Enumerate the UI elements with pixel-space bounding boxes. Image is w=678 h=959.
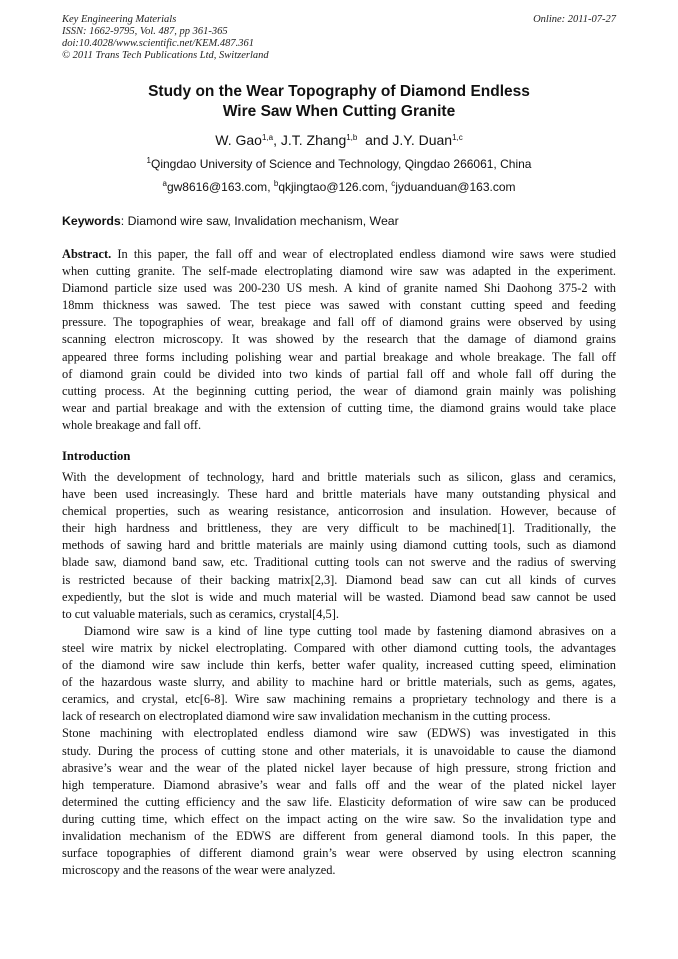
paragraph-line: invalidation mechanism of the EDWS are different from general diamond tools. In this paper, the: [62, 828, 616, 843]
abstract-line: appeared three forms including polishing wear and partial breakage and whole breakage. The fall off: [62, 349, 616, 364]
paragraph-line: of the hazardous waste slurry, and ability to machine hard or brittle materials, such as gems, agates,: [62, 675, 616, 690]
abstract-line: scanning electron microscopy. It was showed by the research that the damage of diamond grains: [62, 332, 616, 347]
paragraph-line: determined the cutting efficiency and the saw life. Elasticity deformation of wire saw can be produced: [62, 794, 616, 809]
paragraph-line: chemical properties, such as wearing resistance, anticorrosion and insulation. However, because of: [62, 504, 616, 519]
title-line-1: Study on the Wear Topography of Diamond Endless: [148, 83, 530, 100]
email-address: jyduanduan@163.com: [395, 180, 516, 194]
abstract-line: pressure. The topographies of wear, breakage and fall off of diamond grains were observed by using: [62, 315, 616, 330]
author-name: W. Gao: [215, 132, 262, 148]
paragraph-line: steel wire matrix by nickel electroplating. Compared with other diamond cutting tools, the advantages: [62, 640, 616, 655]
paragraph-line: abrasive’s wear and the wear of the plated nickel layer because of high pressure, strong friction and: [62, 760, 616, 775]
paragraph-line: expediently, but the slot is wide and much material will be wasted. Diamond bead saw cannot be used: [62, 589, 616, 604]
abstract-line: whole breakage and fall off.: [62, 417, 202, 432]
issn-line: ISSN: 1662-9795, Vol. 487, pp 361-365: [62, 26, 228, 37]
abstract-line: Diamond particle size used was 200-230 US mesh. A kind of granite named Shi Daohong 375-2 with: [62, 281, 616, 296]
author-list: [0, 131, 678, 149]
paragraph-line: methods of sawing hard and brittle materials are mainly using diamond cutting tools, such as diamond: [62, 538, 616, 553]
doi-line: doi:10.4028/www.scientific.net/KEM.487.361: [62, 38, 254, 49]
paragraph-line: study. During the process of cutting stone and other materials, it is unavoidable to cause the diamond: [62, 743, 616, 758]
paper-title: [0, 82, 678, 122]
paragraph-line: high temperature. Diamond abrasive’s wear and falls off and the wear of the plated nickel layer: [62, 777, 616, 792]
keywords: [62, 214, 616, 229]
keywords-text: : Diamond wire saw, Invalidation mechanism, Wear: [120, 214, 399, 228]
abstract-label: Abstract.: [62, 247, 112, 261]
email-mark: a: [162, 179, 167, 188]
paragraph-line: lack of research on electroplated diamond wire saw invalidation mechanism in the cutting process.: [62, 709, 551, 724]
abstract-line: [62, 246, 616, 263]
journal-name: Key Engineering Materials: [62, 14, 177, 25]
paragraph-line: Diamond wire saw is a kind of line type cutting tool made by fastening diamond abrasives on a: [84, 623, 616, 638]
email-mark: b: [273, 179, 279, 188]
keywords-label: Keywords: [62, 214, 121, 228]
paragraph-line: surface topographies of different diamond grain’s wear were observed by using electron scanning: [62, 846, 616, 861]
email-address: qkjingtao@126.com: [278, 180, 385, 194]
author-name: J.Y. Duan: [392, 132, 453, 148]
paragraph-line: microscopy and the reasons of the wear were analyzed.: [62, 863, 336, 878]
author-name: J.T. Zhang: [280, 132, 347, 148]
abstract-line: cutting process. At the beginning cutting period, the wear of diamond grain mainly was polishing: [62, 383, 616, 398]
author-separator: and: [357, 132, 393, 148]
paragraph-line: have been used increasingly. These hard and brittle materials have many outstanding physical and: [62, 487, 616, 502]
abstract-line: when cutting granite. The self-made electroplating diamond wire saw was adapted in the experiment.: [62, 264, 616, 279]
online-date: Online: 2011-07-27: [533, 14, 616, 25]
email-address: gw8616@163.com: [166, 180, 268, 194]
abstract-line: wear and partial breakage and with the extension of cutting time, the diamond grains would take place: [62, 400, 616, 415]
section-heading-introduction: Introduction: [62, 449, 131, 463]
affiliation-text: Qingdao University of Science and Technology, Qingdao 266061, China: [150, 157, 532, 171]
author-affiliation-mark: 1,b: [346, 133, 358, 142]
affiliation-mark: 1: [146, 156, 151, 165]
email-separator: ,: [384, 180, 392, 194]
affiliation: [0, 157, 678, 172]
author-separator: ,: [273, 132, 281, 148]
email-mark: c: [391, 179, 396, 188]
email-separator: ,: [267, 180, 274, 194]
abstract: [62, 246, 616, 434]
copyright-line: © 2011 Trans Tech Publications Ltd, Switzerland: [62, 50, 269, 61]
paragraph-line: Stone machining with electroplated endless diamond wire saw (EDWS) was investigated in this: [62, 726, 616, 741]
abstract-line: 18mm thickness was sawed. The test piece was sawed with constant cutting speed and feeding: [62, 298, 616, 313]
paragraph-line: ceramics, and crystal, etc[6-8]. Wire saw machining remains a proprietary technology and there is a: [62, 692, 616, 707]
author-affiliation-mark: 1,a: [261, 133, 274, 142]
paragraph-line: of the diamond wire saw include thin kerfs, better wafer quality, increased cutting speed, elimination: [62, 658, 616, 673]
author-affiliation-mark: 1,c: [452, 133, 463, 142]
introduction-body: [62, 469, 616, 879]
paragraph-line: their high hardness and brittleness, they are very difficult to be machined[1]. Traditionally, the: [62, 521, 616, 536]
paragraph-line: blade saw, diamond band saw, etc. Traditional cutting tools can not swerve and the radius of swerving: [62, 555, 616, 570]
title-line-2: Wire Saw When Cutting Granite: [222, 103, 456, 120]
email-list: [0, 180, 678, 195]
paragraph-line: to cut valuable materials, such as ceramics, crystal[4,5].: [62, 606, 339, 621]
abstract-line: of diamond grain could be divided into two kinds of partial fall off and whole fall off during the: [62, 366, 616, 381]
paragraph-line: is restricted because of their backing matrix[2,3]. Diamond bead saw can cut all kinds of curves: [62, 572, 616, 587]
paragraph-line: With the development of technology, hard and brittle materials such as silicon, glass and ceramics,: [62, 470, 616, 484]
paragraph-line: during cutting time, which effect on the impact acting on the wire saw. So the invalidation type and: [62, 811, 616, 826]
journal-header: [62, 14, 269, 62]
abstract-text: In this paper, the fall off and wear of electroplated endless diamond wire saws were studied: [111, 247, 616, 261]
